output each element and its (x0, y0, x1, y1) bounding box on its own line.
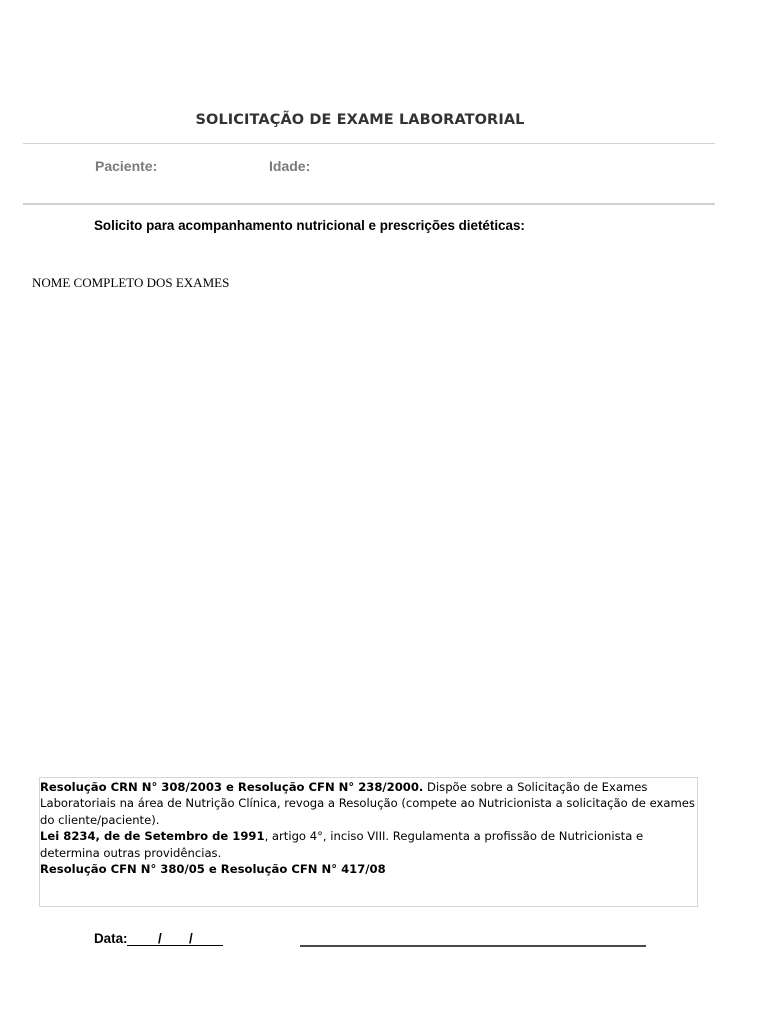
legal-p1-bold: Resolução CRN N° 308/2003 e Resolução CFN N° 238/2000. (40, 780, 424, 794)
header-divider-bottom (23, 203, 715, 205)
legal-p1-text: Dispõe sobre a Solicitação de Exames Laboratoriais na área de Nutrição Clínica, revoga a Resolução (compete ao Nutricionista a solicitação de exames do cliente/paciente). (40, 780, 695, 827)
legal-p2-text: , artigo 4°, inciso VIII. Regulamenta a profissão de Nutricionista e determina outras providências. (40, 829, 644, 860)
legal-paragraph-3 (40, 861, 695, 877)
date-label: Data: (94, 931, 128, 946)
legal-p2-bold: Lei 8234, de de Setembro de 1991 (40, 829, 265, 844)
date-separator-1: / (158, 931, 162, 946)
document-title: SOLICITAÇÃO DE EXAME LABORATORIAL (195, 112, 525, 128)
legal-notice-box (39, 777, 698, 907)
age-label: Idade: (269, 158, 311, 174)
legal-p3-bold: Resolução CFN N° 380/05 e Resolução CFN N° 417/08 (40, 862, 386, 877)
signature-line (300, 945, 646, 947)
patient-label: Paciente: (95, 158, 158, 174)
date-separator-2: / (189, 931, 193, 946)
date-field (127, 931, 223, 946)
request-intro: Solicito para acompanhamento nutricional e prescrições dietéticas: (94, 218, 525, 233)
legal-paragraph-2 (40, 828, 695, 861)
header-divider-top (23, 143, 715, 144)
exams-placeholder: NOME COMPLETO DOS EXAMES (32, 275, 230, 290)
legal-paragraph-1 (40, 779, 695, 828)
